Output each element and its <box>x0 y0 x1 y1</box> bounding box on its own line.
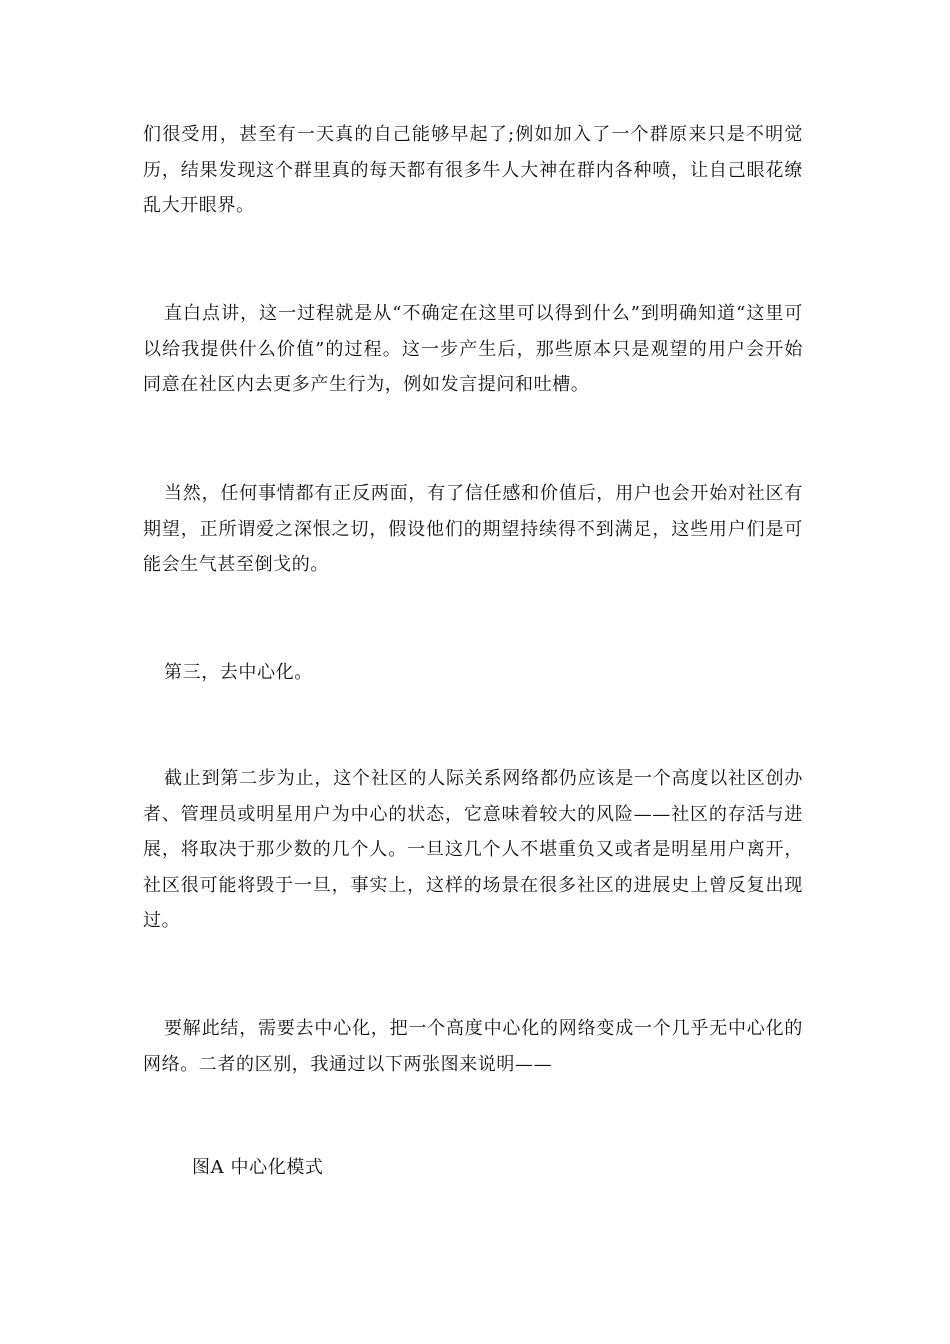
paragraph-6: 要解此结，需要去中心化，把一个高度中心化的网络变成一个几乎无中心化的网络。二者的区别，我通过以下两张图来说明—— <box>143 1018 803 1075</box>
paragraph-1: 们很受用，甚至有一天真的自己能够早起了;例如加入了一个群原来只是不明觉历，结果发现这个群里真的每天都有很多牛人大神在群内各种喷，让自己眼花缭乱大开眼界。 <box>143 124 803 216</box>
paragraph-3: 当然，任何事情都有正反两面，有了信任感和价值后，用户也会开始对社区有期望，正所谓爱之深恨之切，假设他们的期望持续得不到满足，这些用户们是可能会生气甚至倒戈的。 <box>143 483 803 575</box>
paragraph-5: 截止到第二步为止，这个社区的人际关系网络都仍应该是一个高度以社区创办者、管理员或明星用户为中心的状态，它意味着较大的风险——社区的存活与进展，将取决于那少数的几个人。一旦这几个人不堪重负又或者是明星用户离开，社区很可能将毁于一旦，事实上，这样的场景在很多社区的进展史上曾反复出现过。 <box>143 768 803 931</box>
figure-caption: 图A 中心化模式 <box>192 1157 324 1178</box>
paragraph-2: 直白点讲，这一过程就是从“不确定在这里可以得到什么”到明确知道“这里可以给我提供什么价值”的过程。这一步产生后，那些原本只是观望的用户会开始同意在社区内去更多产生行为，例如发言提问和吐槽。 <box>143 303 803 395</box>
section-heading-decentralization: 第三，去中心化。 <box>164 662 313 683</box>
